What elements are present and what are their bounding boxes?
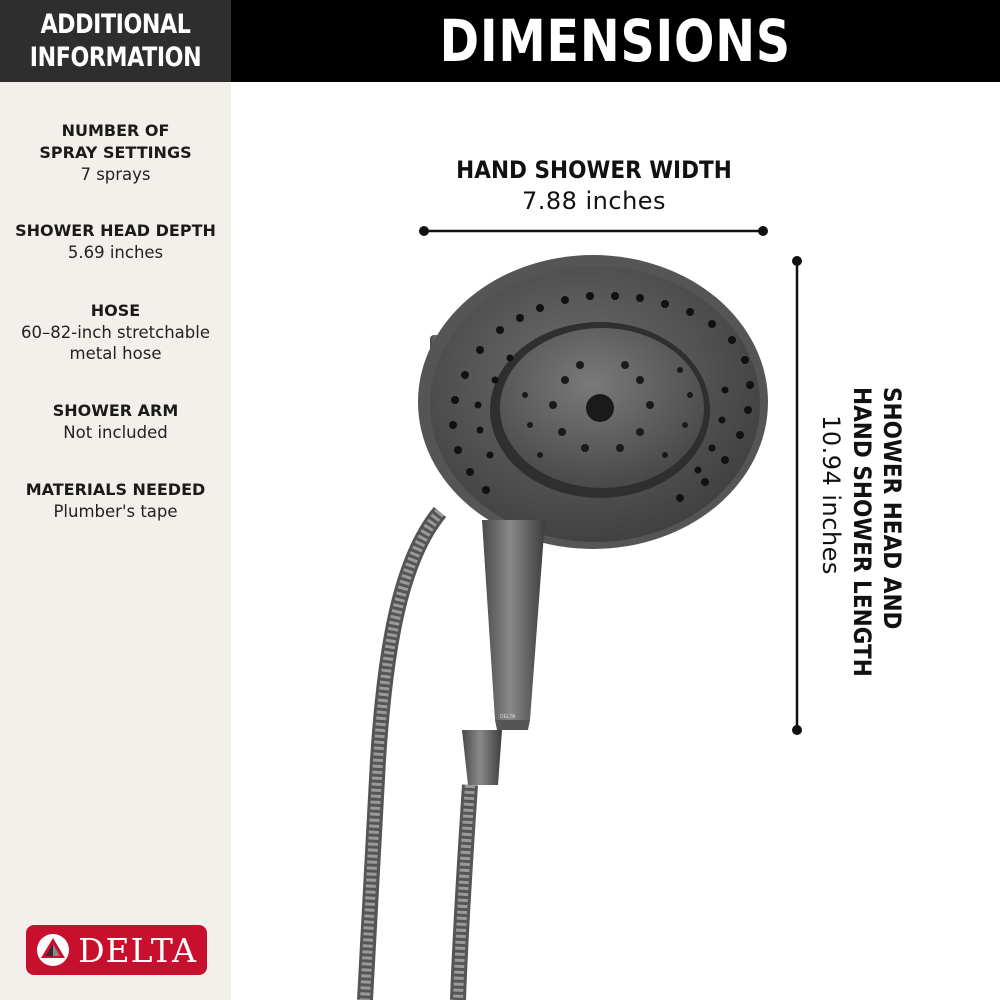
sidebar-header-line2: INFORMATION bbox=[29, 42, 202, 73]
sidebar-header-line1: ADDITIONAL bbox=[40, 9, 191, 40]
page-title: DIMENSIONS bbox=[439, 7, 792, 75]
length-dimension-value: 10.94 inches bbox=[817, 415, 845, 575]
info-label: NUMBER OF SPRAY SETTINGS bbox=[39, 121, 192, 162]
info-value: 60–82-inch stretchable metal hose bbox=[21, 323, 210, 363]
info-label: SHOWER HEAD DEPTH bbox=[15, 221, 216, 240]
product-brand-mark: DELTA bbox=[500, 714, 516, 720]
width-dimension-value: 7.88 inches bbox=[521, 187, 667, 215]
info-label: MATERIALS NEEDED bbox=[25, 480, 206, 499]
info-value: Not included bbox=[63, 423, 168, 442]
info-value: 5.69 inches bbox=[67, 243, 164, 262]
length-dimension-title-line2: HAND SHOWER LENGTH bbox=[848, 387, 876, 677]
logo-text: DELTA bbox=[78, 930, 197, 970]
width-dimension-title: HAND SHOWER WIDTH bbox=[456, 156, 732, 184]
info-label: SHOWER ARM bbox=[52, 401, 179, 420]
info-value: 7 sprays bbox=[80, 165, 151, 184]
length-dimension-title-line1: SHOWER HEAD AND bbox=[878, 387, 906, 630]
info-value: Plumber's tape bbox=[53, 502, 178, 521]
info-label: HOSE bbox=[90, 301, 141, 320]
